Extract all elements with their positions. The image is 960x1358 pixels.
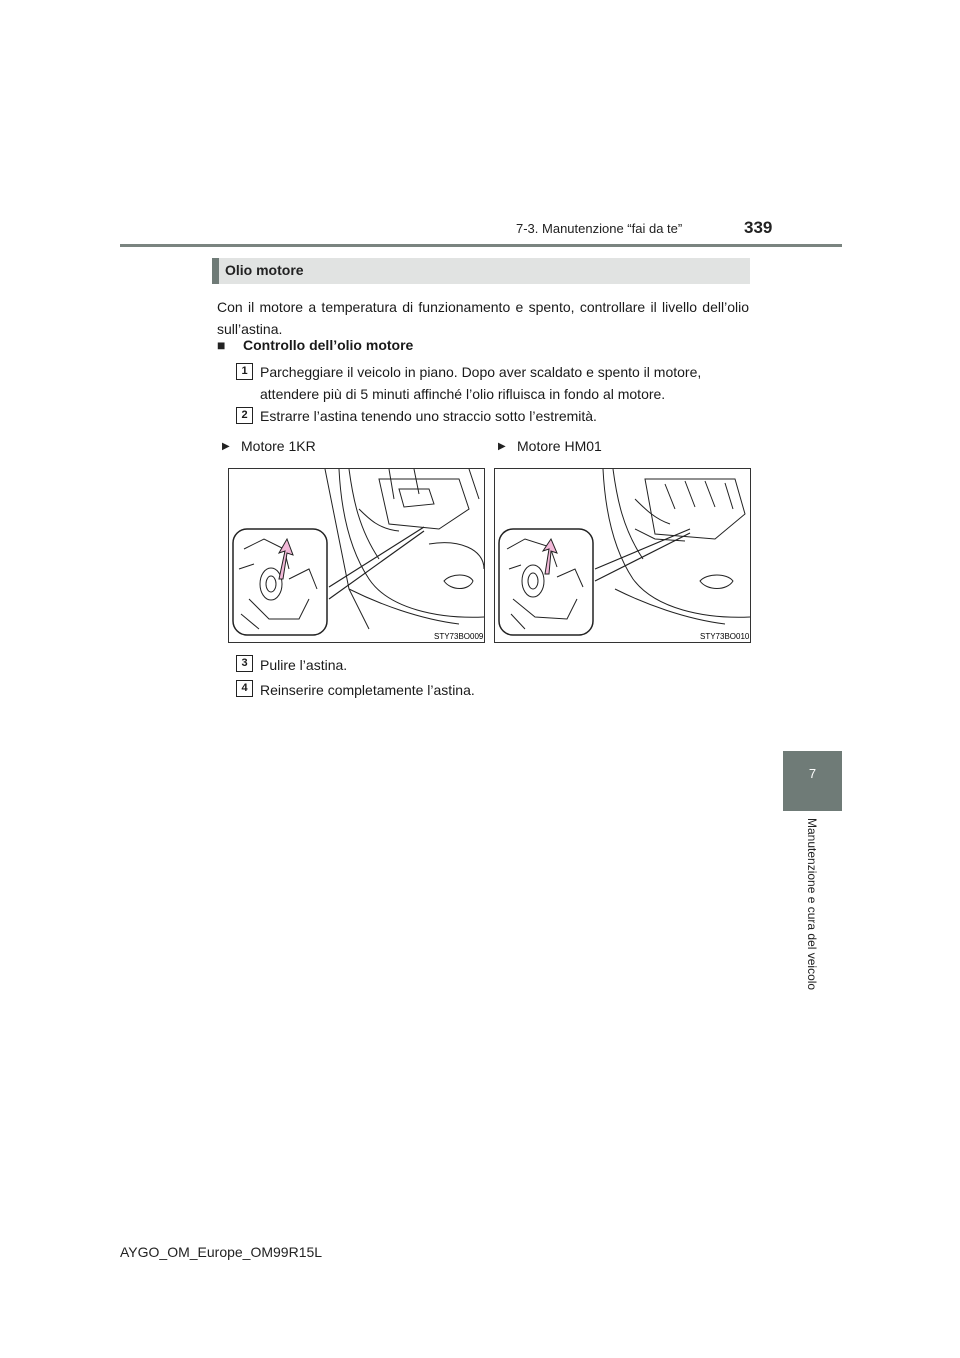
triangle-right-icon: ▶ — [498, 441, 506, 452]
step-text: Parcheggiare il veicolo in piano. Dopo aver scaldato e spento il motore, attendere più di 5 minuti affinché l’olio rifluisca in fondo al motore. — [260, 364, 702, 402]
subsection-title: Controllo dell’olio motore — [243, 337, 414, 353]
figure-label: Motore HM01 — [517, 438, 602, 454]
engine-illustration-1kr — [228, 468, 485, 643]
triangle-right-icon: ▶ — [222, 441, 230, 452]
page-number: 339 — [744, 218, 773, 237]
section-title: Olio motore — [225, 262, 304, 278]
header-rule — [120, 244, 842, 247]
step-number: 2 — [236, 407, 253, 424]
header-section-title: 7-3. Manutenzione “fai da te” — [516, 221, 683, 236]
step-text: Pulire l’astina. — [260, 657, 348, 673]
subsection-marker: ■ — [217, 337, 226, 353]
chapter-number: 7 — [808, 766, 817, 781]
figure-code: STY73BO009 — [434, 632, 484, 641]
step-text: Reinserire completamente l’astina. — [260, 682, 475, 698]
step-number: 3 — [236, 655, 253, 672]
step-number: 1 — [236, 363, 253, 380]
section-intro: Con il motore a temperatura di funzionamento e spento, controllare il livello dell’olio sull’astina. — [217, 299, 749, 337]
chapter-label: Manutenzione e cura del veicolo — [805, 818, 819, 991]
step-number: 4 — [236, 680, 253, 697]
document-id: AYGO_OM_Europe_OM99R15L — [120, 1244, 323, 1260]
figure-code: STY73BO010 — [700, 632, 750, 641]
engine-illustration-hm01 — [494, 468, 751, 643]
chapter-tab[interactable] — [783, 751, 842, 811]
engine-hm01-drawing — [495, 469, 750, 642]
figure-label: Motore 1KR — [241, 438, 316, 454]
engine-1kr-drawing — [229, 469, 484, 642]
step-text: Estrarre l’astina tenendo uno straccio sotto l’estremità. — [260, 408, 597, 424]
section-header-accent — [212, 258, 219, 284]
